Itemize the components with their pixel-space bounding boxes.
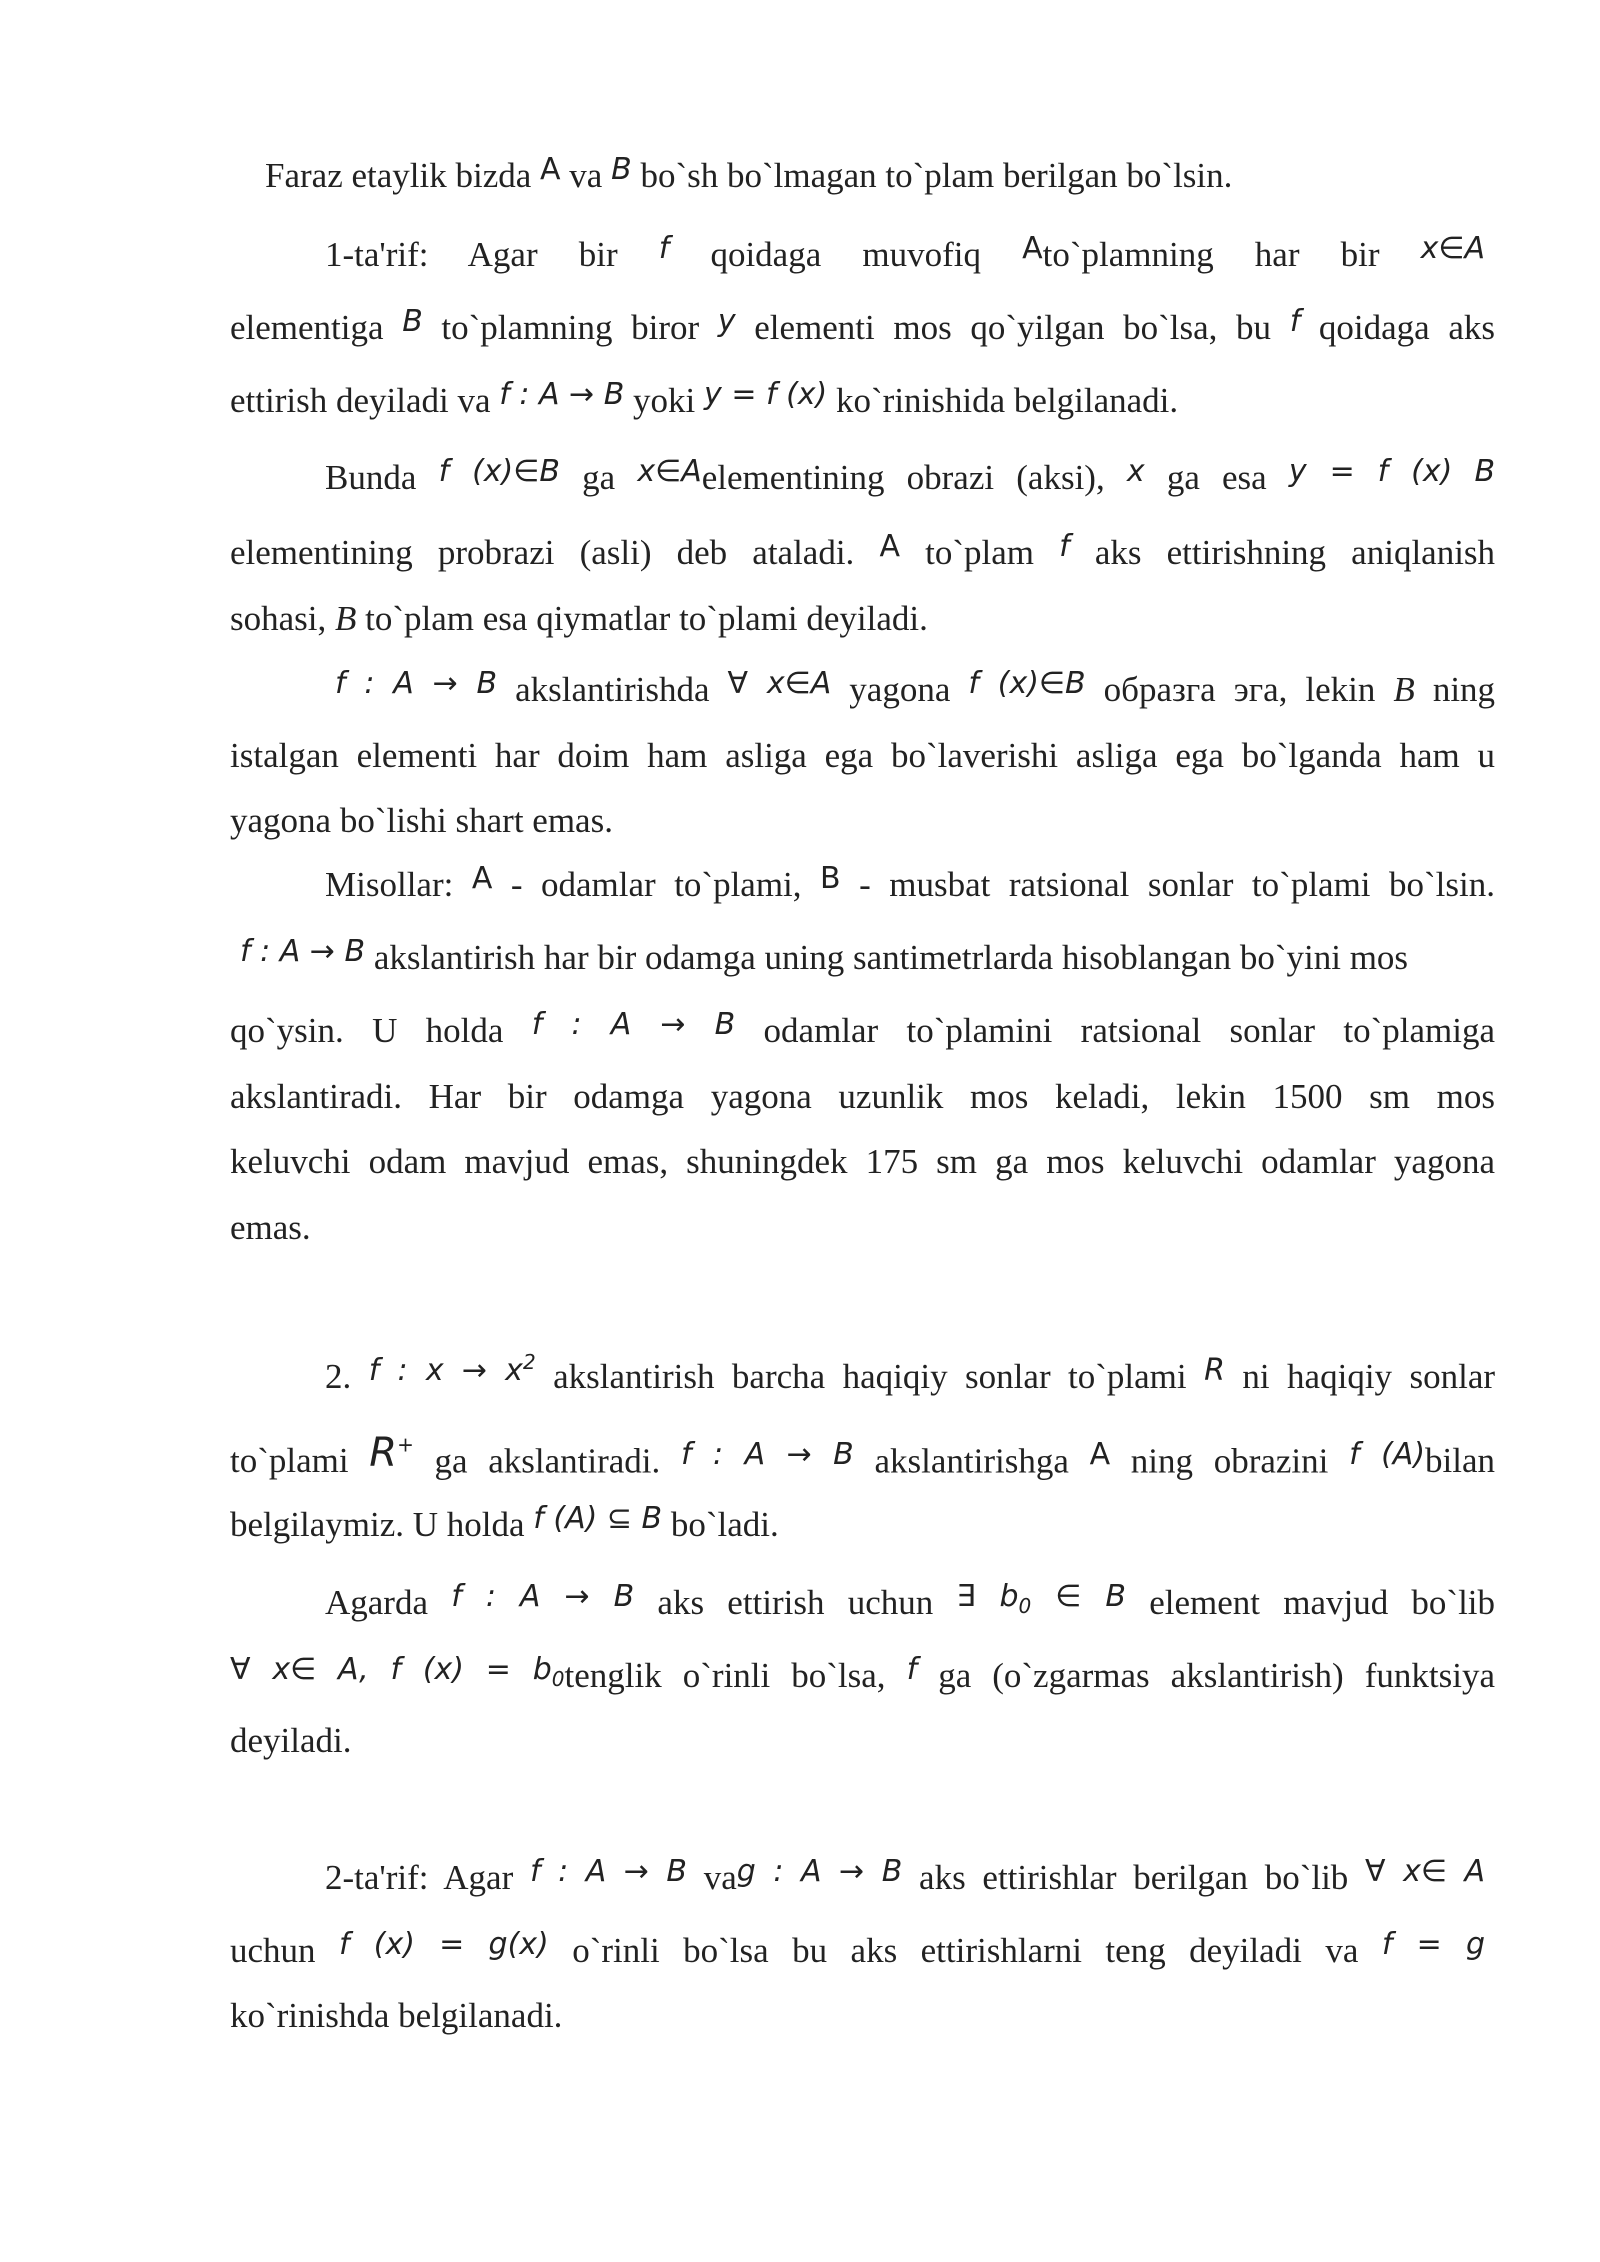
examples-line-3 — [230, 1008, 1495, 1056]
math: B — [1474, 454, 1496, 489]
math-b: B — [335, 599, 357, 638]
bunda-line-1 — [325, 455, 1495, 503]
def2-line-3: ko`rinishda belgilanadi. — [230, 1996, 563, 2035]
math: B — [402, 304, 423, 339]
math-sup: + — [397, 1433, 414, 1457]
intro-line — [265, 153, 1495, 201]
agarda-line-3: deyiladi. — [230, 1721, 352, 1760]
text: to`plamning har bir — [1042, 235, 1380, 274]
text: ning obrazini — [1130, 1441, 1329, 1481]
examples-line-1 — [325, 862, 1495, 910]
math: f — [906, 1652, 918, 1687]
text: akslantirish har bir odamga uning santimetrlarda hisoblangan bo`yini mos — [373, 938, 1409, 977]
text: Bunda — [325, 458, 417, 497]
math: f (x) = g(x) — [339, 1927, 549, 1962]
math: x∈A — [1420, 231, 1486, 266]
agarda-line-1 — [325, 1580, 1495, 1637]
text: qoidaga aks — [1318, 308, 1495, 347]
math: f : A → B — [531, 1007, 736, 1042]
text: aks ettirish uchun — [657, 1583, 934, 1622]
text: akslantirish barcha haqiqiy sonlar to`plami — [553, 1357, 1187, 1396]
math: A — [1022, 231, 1043, 266]
math-base: R — [369, 1430, 398, 1477]
math — [956, 1579, 1126, 1618]
math: f : A → B — [335, 666, 498, 701]
math: f : A → B — [240, 934, 366, 969]
text: bilan — [1425, 1441, 1496, 1481]
ex2-line-2 — [230, 1428, 1495, 1486]
math-sup: 2 — [522, 1350, 536, 1374]
math: y — [717, 304, 736, 339]
examples-line-6: emas. — [230, 1208, 311, 1247]
math: y = f (x) — [704, 377, 828, 412]
text: akslantirishda — [515, 670, 710, 709]
examples-line-4: akslantiradi. Har bir odamga yagona uzunlik mos keladi, lekin 1500 sm mos — [230, 1077, 1495, 1116]
math-rest: ∈ B — [1031, 1579, 1126, 1614]
math — [368, 1350, 536, 1388]
text: aks ettirishning aniqlanish — [1094, 533, 1496, 572]
text: bo`sh bo`lmagan to`plam berilgan bo`lsin. — [640, 156, 1233, 195]
text: 2. — [325, 1357, 352, 1396]
math-sub: 0 — [551, 1667, 565, 1691]
text: sohasi, — [230, 599, 327, 638]
text: belgilaymiz. U holda — [230, 1505, 525, 1544]
text: akslantirishga — [874, 1441, 1069, 1481]
math-base: ∃ b — [956, 1579, 1019, 1614]
mapping-line-3: yagona bo`lishi shart emas. — [230, 801, 613, 840]
text: Faraz etaylik bizda — [265, 156, 532, 195]
math: A — [471, 861, 493, 896]
math: A — [879, 529, 900, 564]
text: ettirish deyiladi va — [230, 381, 491, 420]
text: yagona — [849, 670, 951, 709]
math-set-a: A — [540, 152, 561, 187]
text: va — [703, 1858, 737, 1897]
math: f : A → B — [451, 1579, 635, 1614]
math: A — [1089, 1437, 1111, 1473]
text: ning — [1432, 670, 1496, 709]
ex2-line-1 — [325, 1347, 1495, 1402]
text: uchun — [230, 1931, 316, 1970]
text: qo`ysin. U holda — [230, 1011, 504, 1050]
mapping-line-2: istalgan elementi har doim ham asliga ega bo`laverishi asliga ega bo`lganda ham u — [230, 736, 1495, 775]
def2-line-1 — [325, 1855, 1485, 1903]
text: образга эга, lekin — [1103, 670, 1376, 709]
agarda-line-2 — [230, 1653, 1495, 1710]
def1-line-1 — [325, 232, 1485, 280]
text: elementi mos qo`yilgan bo`lsa, bu — [754, 308, 1272, 347]
text: Agarda — [325, 1583, 429, 1622]
math: f — [1059, 529, 1070, 564]
math: f = g — [1381, 1927, 1486, 1962]
text: elementining probrazi (asli) deb ataladi. — [230, 533, 855, 572]
text: yoki — [633, 381, 696, 420]
text: ni haqiqiy sonlar — [1242, 1357, 1496, 1396]
text: to`plam esa qiymatlar to`plami deyiladi. — [365, 599, 928, 638]
math: x∈A — [637, 454, 702, 489]
math-base: ∀ x∈ A, f (x) = b — [230, 1652, 552, 1687]
text: o`rinli bo`lsa bu aks ettirishlarni teng deyiladi va — [572, 1931, 1359, 1970]
text: tenglik o`rinli bo`lsa, — [564, 1656, 886, 1695]
text: va — [569, 156, 603, 195]
text: elementiga — [230, 308, 384, 347]
text: 1-ta'rif: Agar bir — [325, 235, 618, 274]
bunda-line-2 — [230, 530, 1495, 578]
math-base: f : x → x — [368, 1353, 523, 1388]
bunda-line-3 — [230, 596, 1495, 642]
examples-line-5: keluvchi odam mavjud emas, shuningdek 175 sm ga mos keluvchi odamlar yagona — [230, 1142, 1495, 1181]
math-b: B — [1393, 670, 1415, 709]
math-sub: 0 — [1018, 1594, 1032, 1618]
text: ga esa — [1166, 458, 1267, 497]
math: f (A) — [1349, 1437, 1426, 1473]
text: qoidaga muvofiq — [710, 235, 981, 274]
math: x — [1126, 454, 1145, 489]
text: - musbat ratsional sonlar to`plami bo`lsin. — [859, 865, 1495, 904]
text: ga — [582, 458, 616, 497]
text: to`plamning biror — [441, 308, 700, 347]
text: elementining obrazi (aksi), — [701, 458, 1105, 497]
math: f — [1289, 304, 1301, 339]
math: f (A) ⊆ B — [533, 1501, 663, 1536]
ex2-line-3 — [230, 1502, 1495, 1550]
def1-line-2 — [230, 305, 1495, 353]
math: B — [820, 861, 841, 896]
math: f (x)∈B — [438, 454, 560, 489]
text: bo`ladi. — [670, 1505, 779, 1544]
math: f : A → B — [680, 1437, 854, 1473]
text: 2-ta'rif: Agar — [325, 1858, 514, 1897]
math — [369, 1430, 414, 1476]
math: y = f (x) — [1288, 454, 1453, 489]
def1-line-3 — [230, 378, 1495, 426]
math: f : A → B — [499, 377, 625, 412]
text: - odamlar to`plami, — [510, 865, 802, 904]
math-set-b: B — [611, 152, 632, 187]
text: Misollar: — [325, 865, 454, 904]
math: ∀ x∈A — [727, 666, 832, 701]
text: ga (o`zgarmas akslantirish) funktsiya — [938, 1656, 1495, 1695]
text: to`plami — [230, 1441, 349, 1481]
def2-line-2 — [230, 1928, 1485, 1976]
math: f : A → B — [530, 1854, 687, 1889]
math: R — [1204, 1353, 1225, 1388]
math: f (x)∈B — [968, 666, 1086, 701]
text: aks ettirishlar berilgan bo`lib — [919, 1858, 1349, 1897]
text: ga akslantiradi. — [434, 1441, 661, 1481]
math: f — [658, 231, 670, 266]
examples-line-2 — [240, 935, 1495, 983]
text: element mavjud bo`lib — [1149, 1583, 1496, 1622]
math: g : A → B — [736, 1854, 903, 1889]
math — [230, 1652, 565, 1691]
text: odamlar to`plamini ratsional sonlar to`plamiga — [763, 1011, 1496, 1050]
mapping-line-1 — [335, 667, 1495, 715]
math: ∀ x∈ A — [1365, 1854, 1486, 1889]
text: ko`rinishida belgilanadi. — [836, 381, 1179, 420]
text: to`plam — [925, 533, 1034, 572]
